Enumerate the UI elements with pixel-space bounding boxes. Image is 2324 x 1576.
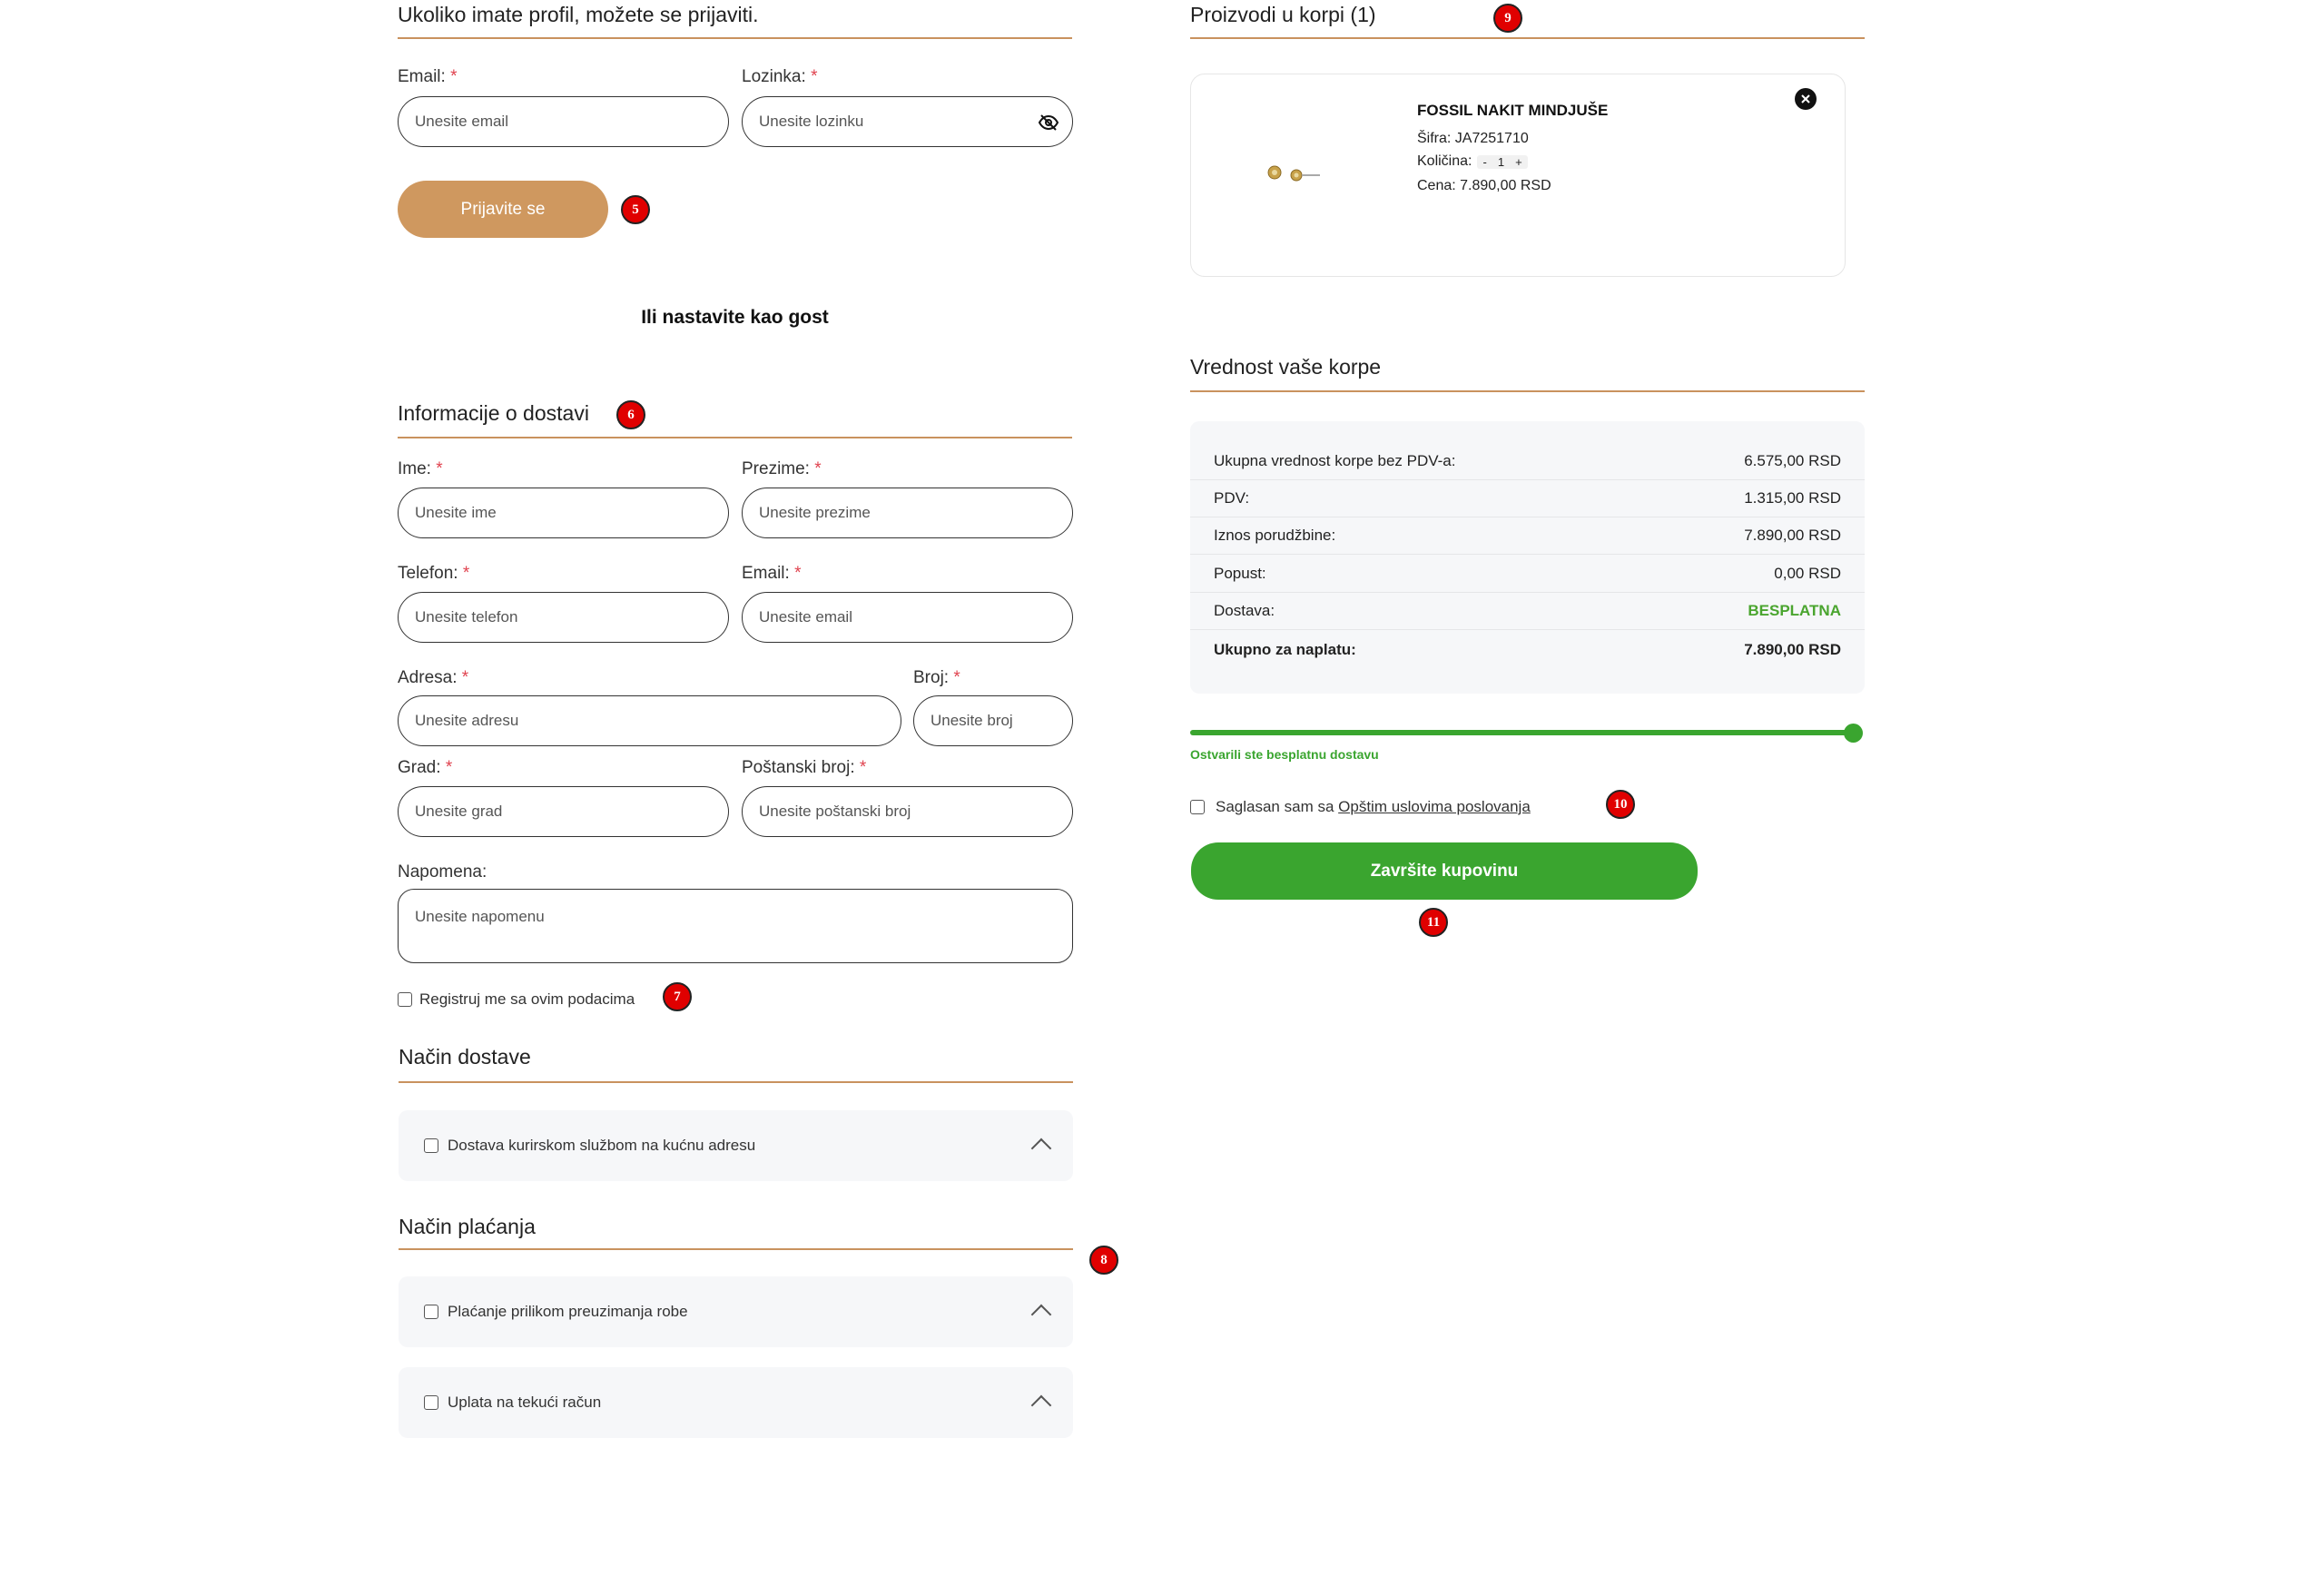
first-name-field[interactable]	[398, 488, 729, 538]
cart-title: Proizvodi u korpi (1)	[1190, 3, 1376, 26]
shipping-option-checkbox[interactable]	[424, 1138, 438, 1153]
register-checkbox[interactable]	[398, 992, 412, 1007]
cart-summary-title: Vrednost vaše korpe	[1190, 355, 1382, 379]
postal-code-field[interactable]	[742, 786, 1073, 837]
summary-row: Iznos porudžbine: 7.890,00 RSD	[1190, 517, 1865, 555]
street-number-field[interactable]	[913, 695, 1073, 746]
register-option[interactable]	[398, 990, 635, 1009]
postal-code-input[interactable]	[757, 802, 1058, 822]
delivery-info-divider	[398, 437, 1072, 438]
summary-row: PDV: 1.315,00 RSD	[1190, 480, 1865, 517]
login-password-field[interactable]	[742, 96, 1073, 147]
delivery-info-title: Informacije o dostavi	[398, 401, 589, 425]
terms-prefix: Saglasan sam sa	[1216, 798, 1339, 815]
street-number-label: Broj: *	[913, 668, 960, 687]
marker-badge-10: 10	[1606, 790, 1635, 819]
first-name-input[interactable]	[413, 503, 714, 523]
city-input[interactable]	[413, 802, 714, 822]
chevron-up-icon[interactable]	[1031, 1138, 1052, 1159]
delivery-email-field[interactable]	[742, 592, 1073, 643]
product-name: FOSSIL NAKIT MINDJUŠE	[1417, 102, 1609, 119]
payment-option-cod-checkbox[interactable]	[424, 1305, 438, 1319]
quantity-stepper[interactable]	[1477, 155, 1527, 169]
product-sku: Šifra: JA7251710	[1417, 131, 1529, 146]
product-image	[1264, 161, 1327, 188]
quantity-minus-button[interactable]: -	[1482, 154, 1487, 169]
login-password-input[interactable]	[757, 112, 1058, 132]
terms-link[interactable]: Opštim uslovima poslovanja	[1338, 798, 1531, 815]
marker-badge-6: 6	[616, 400, 645, 429]
login-title-divider	[398, 37, 1072, 39]
login-email-label: Email: *	[398, 67, 458, 86]
product-price: Cena: 7.890,00 RSD	[1417, 178, 1551, 193]
payment-option-transfer[interactable]	[399, 1367, 1073, 1438]
note-label: Napomena:	[398, 862, 487, 882]
cart-item-card	[1190, 74, 1846, 277]
note-textarea[interactable]	[413, 906, 1058, 946]
register-label: Registruj me sa ovim podacima	[419, 990, 635, 1008]
payment-option-transfer-label: Uplata na tekući račun	[448, 1394, 602, 1411]
complete-purchase-button[interactable]: Završite kupovinu	[1191, 842, 1698, 900]
login-section-title: Ukoliko imate profil, možete se prijaviti.	[398, 3, 759, 26]
payment-method-divider	[399, 1248, 1073, 1250]
free-shipping-value: BESPLATNA	[1748, 602, 1841, 619]
marker-badge-7: 7	[663, 982, 692, 1011]
summary-row: Ukupna vrednost korpe bez PDV-a: 6.575,00 RSD	[1190, 443, 1865, 480]
delivery-email-label: Email: *	[742, 564, 802, 583]
marker-badge-11: 11	[1419, 908, 1448, 937]
free-shipping-progress-track	[1190, 730, 1853, 735]
free-shipping-message: Ostvarili ste besplatnu dostavu	[1190, 747, 1379, 762]
postal-code-label: Poštanski broj: *	[742, 758, 867, 777]
delivery-email-input[interactable]	[757, 607, 1058, 627]
summary-total-row: Ukupno za naplatu: 7.890,00 RSD	[1214, 640, 1841, 658]
quantity-plus-button[interactable]: +	[1515, 154, 1522, 169]
last-name-field[interactable]	[742, 488, 1073, 538]
shipping-method-divider	[399, 1081, 1073, 1083]
product-quantity	[1417, 153, 1528, 170]
chevron-up-icon[interactable]	[1031, 1395, 1052, 1416]
payment-option-cod[interactable]	[399, 1276, 1073, 1347]
login-email-input[interactable]	[413, 112, 714, 132]
payment-option-cod-label: Plaćanje prilikom preuzimanja robe	[448, 1303, 688, 1320]
marker-badge-8: 8	[1089, 1246, 1118, 1275]
remove-item-close-icon[interactable]	[1795, 88, 1817, 110]
quantity-label: Količina:	[1417, 153, 1472, 169]
phone-input[interactable]	[413, 607, 714, 627]
free-shipping-progress-fill	[1190, 730, 1853, 735]
payment-method-title: Način plaćanja	[399, 1215, 536, 1238]
chevron-up-icon[interactable]	[1031, 1305, 1052, 1325]
city-label: Grad: *	[398, 758, 453, 777]
last-name-input[interactable]	[757, 503, 1058, 523]
summary-row: Dostava: BESPLATNA	[1190, 593, 1865, 630]
terms-checkbox[interactable]	[1190, 800, 1205, 814]
first-name-label: Ime: *	[398, 459, 443, 478]
cart-summary-panel	[1190, 421, 1865, 694]
summary-row: Popust: 0,00 RSD	[1190, 556, 1865, 593]
free-shipping-progress-knob	[1844, 724, 1863, 743]
marker-badge-9: 9	[1493, 4, 1522, 33]
shipping-option-courier[interactable]	[399, 1110, 1073, 1181]
login-password-label: Lozinka: *	[742, 67, 818, 86]
login-button[interactable]: Prijavite se	[398, 181, 608, 238]
cart-title-divider	[1190, 37, 1865, 39]
address-input[interactable]	[413, 711, 886, 731]
payment-option-transfer-checkbox[interactable]	[424, 1395, 438, 1410]
city-field[interactable]	[398, 786, 729, 837]
phone-field[interactable]	[398, 592, 729, 643]
street-number-input[interactable]	[929, 711, 1058, 731]
cart-summary-divider	[1190, 390, 1865, 392]
guest-heading: Ili nastavite kao gost	[641, 307, 829, 328]
shipping-option-label: Dostava kurirskom službom na kućnu adresu	[448, 1137, 756, 1154]
eye-off-icon[interactable]	[1038, 112, 1059, 133]
note-field[interactable]	[398, 889, 1073, 963]
terms-option[interactable]	[1190, 798, 1531, 816]
address-label: Adresa: *	[398, 668, 469, 687]
address-field[interactable]	[398, 695, 901, 746]
phone-label: Telefon: *	[398, 564, 470, 583]
marker-badge-5: 5	[621, 195, 650, 224]
last-name-label: Prezime: *	[742, 459, 822, 478]
login-email-field[interactable]	[398, 96, 729, 147]
shipping-method-title: Način dostave	[399, 1045, 531, 1069]
quantity-value[interactable]: 1	[1497, 154, 1505, 169]
